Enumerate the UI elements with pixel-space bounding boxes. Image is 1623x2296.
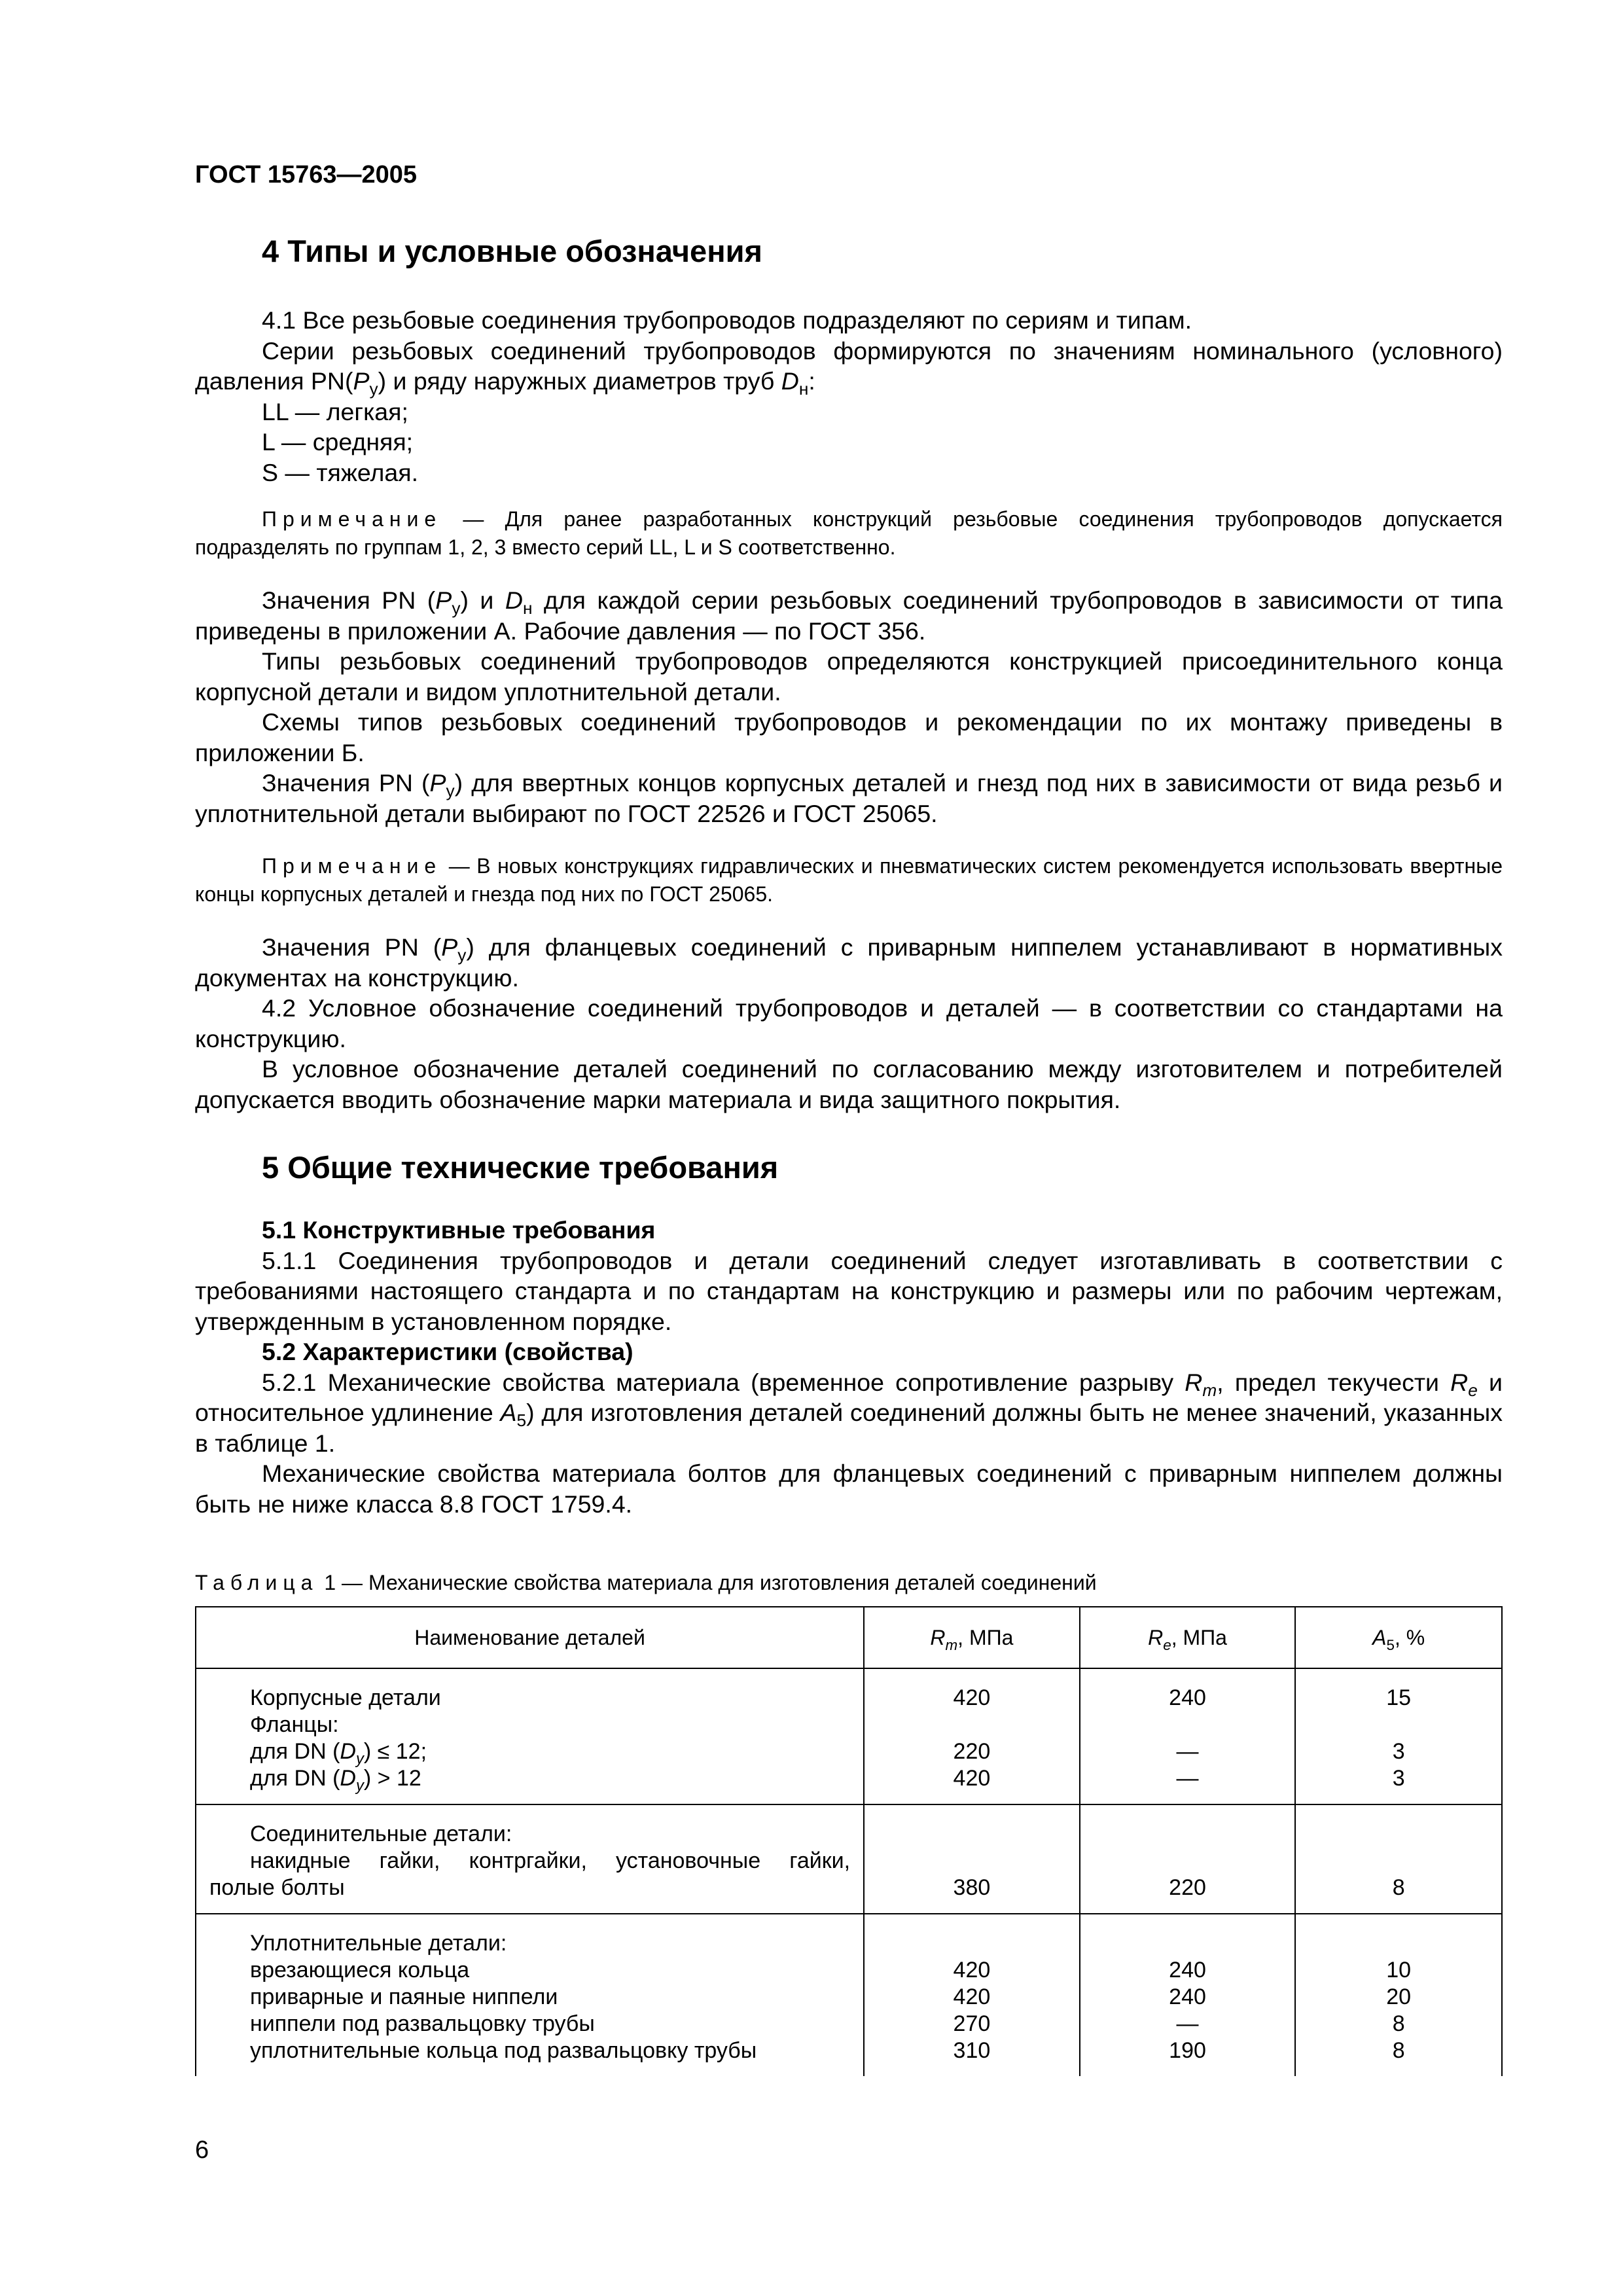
section-4-body-a bbox=[195, 305, 1503, 488]
series-item-ll: LL — легкая; bbox=[262, 397, 408, 425]
paragraph-designation: В условное обозначение деталей соединений по согласованию между изготовителем и потребителей допускается вводить обозначение марки материала и вида защитного покрытия. bbox=[195, 1055, 1503, 1113]
header-part-name: Наименование деталей bbox=[196, 1607, 864, 1668]
section-4-body-b bbox=[195, 585, 1503, 829]
cell-re: 240 — — bbox=[1080, 1668, 1296, 1804]
paragraph-series: Серии резьбовых соединений трубопроводов формируются по значениям номинального (условного) давления $PN(P_у)$ и ряду наружных диаметров труб $D_н$: bbox=[195, 336, 1503, 399]
paragraph-schemes: Схемы типов резьбовых соединений трубопроводов и рекомендации по их монтажу приведены в приложении Б. bbox=[195, 708, 1503, 766]
table-1-caption: Таблица 1 — Механические свойства материала для изготовления деталей соединений bbox=[195, 1571, 1097, 1594]
paragraph-4-2: 4.2 Условное обозначение соединений трубопроводов и деталей — в соответствии со стандартами на конструкцию. bbox=[195, 994, 1503, 1052]
header-re: $R_e$, МПа bbox=[1080, 1607, 1296, 1668]
table-row bbox=[196, 1668, 1502, 1804]
paragraph-5-1-1: 5.1.1 Соединения трубопроводов и детали соединений следует изготавливать в соответствии с требованиями настоящего стандарта и по стандартам на конструкцию и размеры или по рабочим чертежам, утвержденным в установленном порядке. bbox=[195, 1246, 1503, 1335]
cell-re: 240 240 — 190 bbox=[1080, 1914, 1296, 2076]
paragraph-flanges: Значения PN $(P_у)$ для фланцевых соединений с приварным ниппелем устанавливают в нормативных документах на конструкцию. bbox=[195, 933, 1503, 992]
section-4-body-c bbox=[195, 932, 1503, 1115]
note-label: Примечание bbox=[262, 854, 442, 878]
note-2: Примечание — В новых конструкциях гидравлических и пневматических систем рекомендуется использовать ввертные концы корпусных деталей и гнезда под них по ГОСТ 25065. bbox=[195, 854, 1503, 906]
table-row bbox=[196, 1914, 1502, 2076]
cell-rm: 420 220 420 bbox=[864, 1668, 1080, 1804]
series-item-l: L — средняя; bbox=[262, 428, 414, 456]
paragraph-bolts: Механические свойства материала болтов для фланцевых соединений с приварным ниппелем должны быть не ниже класса 8.8 ГОСТ 1759.4. bbox=[195, 1460, 1503, 1518]
paragraph-values: Значения PN $(P_у)$ и $D_н$ для каждой серии резьбовых соединений трубопроводов в зависимости от типа приведены в приложении А. Рабочие давления — по ГОСТ 356. bbox=[195, 586, 1503, 645]
note-1: Примечание — Для ранее разработанных конструкций резьбовые соединения трубопроводов допускается подразделять по группам 1, 2, 3 вместо серий LL, L и S соответственно. bbox=[195, 507, 1503, 559]
cell-re: 220 bbox=[1080, 1804, 1296, 1914]
standard-header: ГОСТ 15763—2005 bbox=[195, 161, 418, 188]
section-4-title: 4 Типы и условные обозначения bbox=[262, 234, 762, 268]
paragraph-5-2-1: 5.2.1 Механические свойства материала (временное сопротивление разрыву $R_m$, предел текучести $R_e$ и относительное удлинение $A_5$) для изготовления деталей соединений должны быть не менее значений, указанных в таблице 1. bbox=[195, 1368, 1503, 1457]
subsection-5-1: 5.1 Конструктивные требования bbox=[262, 1216, 656, 1244]
cell-a5: 10 20 8 8 bbox=[1295, 1914, 1502, 2076]
paragraph-4-1: 4.1 Все резьбовые соединения трубопроводов подразделяют по сериям и типам. bbox=[262, 306, 1192, 334]
table-1-mechanical-properties bbox=[195, 1606, 1503, 2076]
subsection-5-2: 5.2 Характеристики (свойства) bbox=[262, 1338, 633, 1365]
cell-a5: 8 bbox=[1295, 1804, 1502, 1914]
table-row bbox=[196, 1804, 1502, 1914]
header-a5: $A_5$, % bbox=[1295, 1607, 1502, 1668]
cell-sealing-parts: Уплотнительные детали: врезающиеся кольца приварные и паяные ниппели ниппели под развальцовку трубы уплотнительные кольца под развальцовку трубы bbox=[196, 1914, 864, 2076]
table-header-row bbox=[196, 1607, 1502, 1668]
paragraph-types: Типы резьбовых соединений трубопроводов определяются конструкцией присоединительного конца корпусной детали и видом уплотнительной детали. bbox=[195, 647, 1503, 706]
page-number: 6 bbox=[195, 2136, 209, 2164]
section-5-body bbox=[195, 1215, 1503, 1519]
cell-body-parts: Корпусные детали Фланцы: для DN $(D_y) \le 12$; для DN $(D_y) > 12$ bbox=[196, 1668, 864, 1804]
header-rm: $R_m$, МПа bbox=[864, 1607, 1080, 1668]
section-5-title: 5 Общие технические требования bbox=[262, 1150, 779, 1185]
cell-rm: 380 bbox=[864, 1804, 1080, 1914]
cell-connecting-parts: Соединительные детали: накидные гайки, контргайки, установочные гайки, полые болты bbox=[196, 1804, 864, 1914]
series-item-s: S — тяжелая. bbox=[262, 458, 418, 486]
paragraph-screw-ends: Значения PN $(P_у)$ для ввертных концов корпусных деталей и гнезд под них в зависимости от вида резьб и уплотнительной детали выбирают по ГОСТ 22526 и ГОСТ 25065. bbox=[195, 769, 1503, 827]
cell-a5: 15 3 3 bbox=[1295, 1668, 1502, 1804]
cell-rm: 420 420 270 310 bbox=[864, 1914, 1080, 2076]
note-label: Примечание bbox=[262, 507, 442, 531]
